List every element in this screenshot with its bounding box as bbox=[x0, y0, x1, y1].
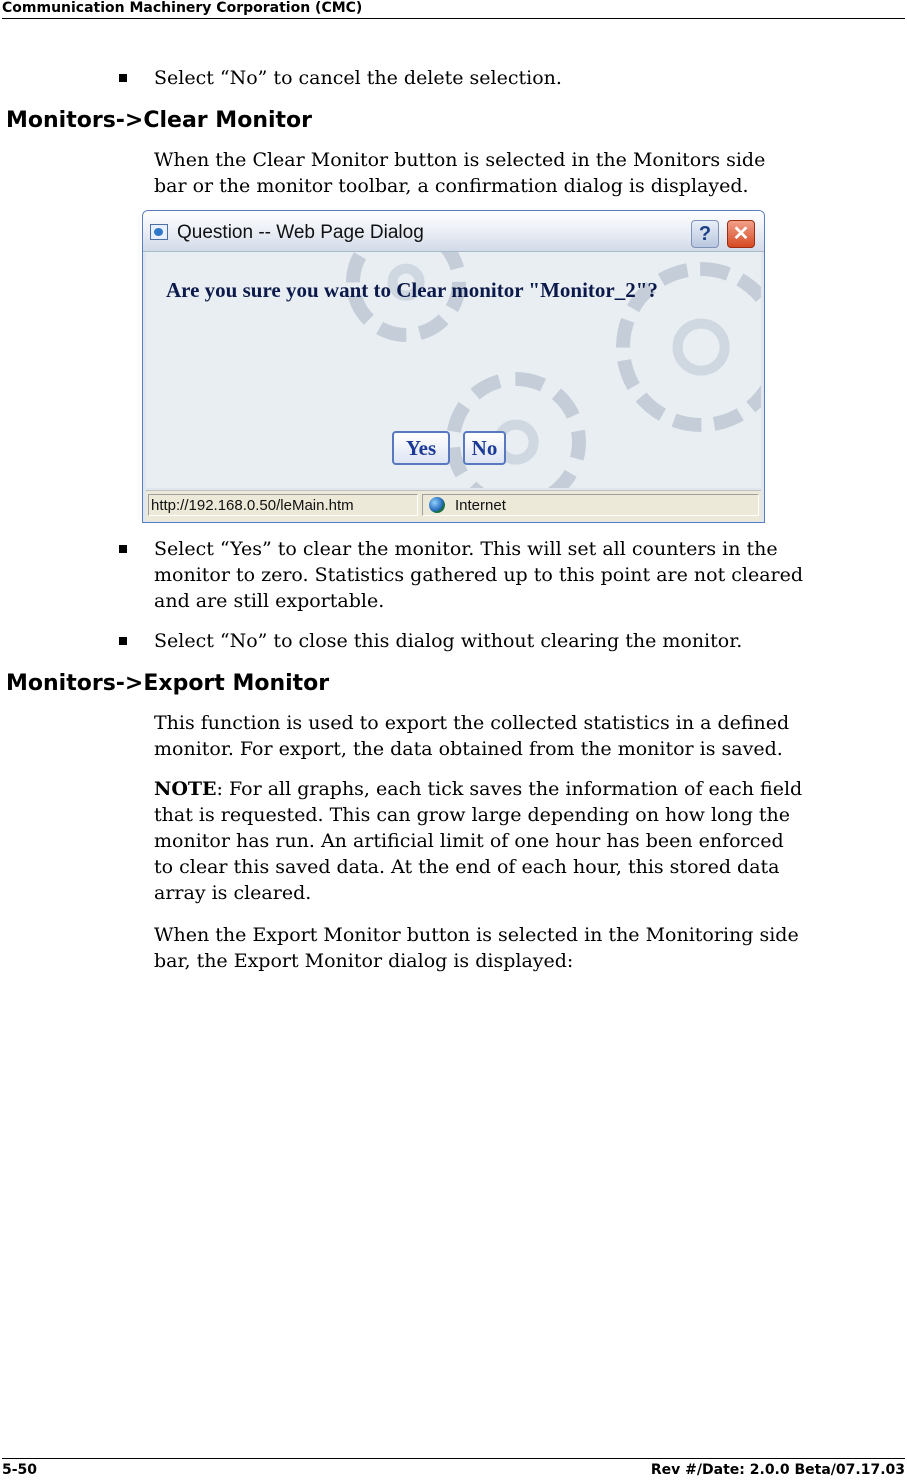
note-text: : For all graphs, each tick saves the information of each field bbox=[216, 778, 803, 800]
note-label: NOTE bbox=[154, 778, 217, 800]
page-footer bbox=[2, 1458, 905, 1478]
bullet-yes-line: Select “Yes” to clear the monitor. This will set all counters in the bbox=[154, 538, 778, 560]
status-zone-label: Internet bbox=[455, 497, 506, 514]
note-line bbox=[154, 776, 906, 802]
close-icon[interactable]: ✕ bbox=[727, 220, 755, 248]
dialog-body bbox=[146, 252, 761, 488]
status-url: http://192.168.0.50/leMain.htm bbox=[148, 494, 418, 516]
export-dialog-paragraph bbox=[154, 922, 906, 974]
gear-decoration-icon bbox=[446, 372, 586, 488]
status-bar bbox=[146, 490, 761, 521]
export-line: This function is used to export the collected statistics in a defined bbox=[154, 712, 790, 734]
bullet-yes-line: monitor to zero. Statistics gathered up to this point are not cleared bbox=[154, 564, 804, 586]
note-line: monitor has run. An artificial limit of one hour has been enforced bbox=[154, 830, 784, 852]
bullet-no-text: Select “No” to close this dialog without clearing the monitor. bbox=[154, 630, 743, 652]
bullet-yes-text bbox=[154, 536, 906, 614]
note-line: array is cleared. bbox=[154, 882, 312, 904]
revision-info: Rev #/Date: 2.0.0 Beta/07.17.03 bbox=[650, 1462, 905, 1478]
section-heading-clear-monitor: Monitors->Clear Monitor bbox=[6, 108, 313, 133]
section-heading-export-monitor: Monitors->Export Monitor bbox=[6, 671, 330, 696]
dialog-title-bar bbox=[143, 211, 764, 252]
export-dialog-line: bar, the Export Monitor dialog is displayed: bbox=[154, 950, 574, 972]
page-header: Communication Machinery Corporation (CMC) bbox=[2, 0, 905, 19]
dialog-title: Question -- Web Page Dialog bbox=[177, 222, 424, 243]
bullet-yes-line: and are still exportable. bbox=[154, 590, 385, 612]
note-line: that is requested. This can grow large depending on how long the bbox=[154, 804, 791, 826]
help-icon[interactable]: ? bbox=[691, 220, 719, 248]
yes-button[interactable]: Yes bbox=[392, 431, 450, 465]
bullet-icon bbox=[119, 545, 127, 553]
intro-line: When the Clear Monitor button is selected in the Monitors side bbox=[154, 149, 766, 171]
globe-icon bbox=[429, 497, 445, 513]
intro-line: bar or the monitor toolbar, a confirmation dialog is displayed. bbox=[154, 175, 749, 197]
page-icon bbox=[150, 224, 168, 240]
status-zone bbox=[422, 494, 759, 516]
export-dialog-line: When the Export Monitor button is selected in the Monitoring side bbox=[154, 924, 799, 946]
clear-monitor-intro bbox=[154, 147, 906, 199]
note-line: to clear this saved data. At the end of each hour, this stored data bbox=[154, 856, 780, 878]
bullet-icon bbox=[119, 637, 127, 645]
page-number: 5-50 bbox=[2, 1462, 38, 1478]
note-paragraph bbox=[154, 776, 906, 906]
export-monitor-paragraph bbox=[154, 710, 906, 762]
question-dialog-screenshot bbox=[142, 210, 765, 523]
bullet-icon bbox=[119, 74, 127, 82]
bullet-cancel-text: Select “No” to cancel the delete selection. bbox=[154, 67, 562, 89]
export-line: monitor. For export, the data obtained from the monitor is saved. bbox=[154, 738, 783, 760]
dialog-question: Are you sure you want to Clear monitor "Monitor_2"? bbox=[166, 278, 658, 302]
no-button[interactable]: No bbox=[463, 431, 506, 465]
